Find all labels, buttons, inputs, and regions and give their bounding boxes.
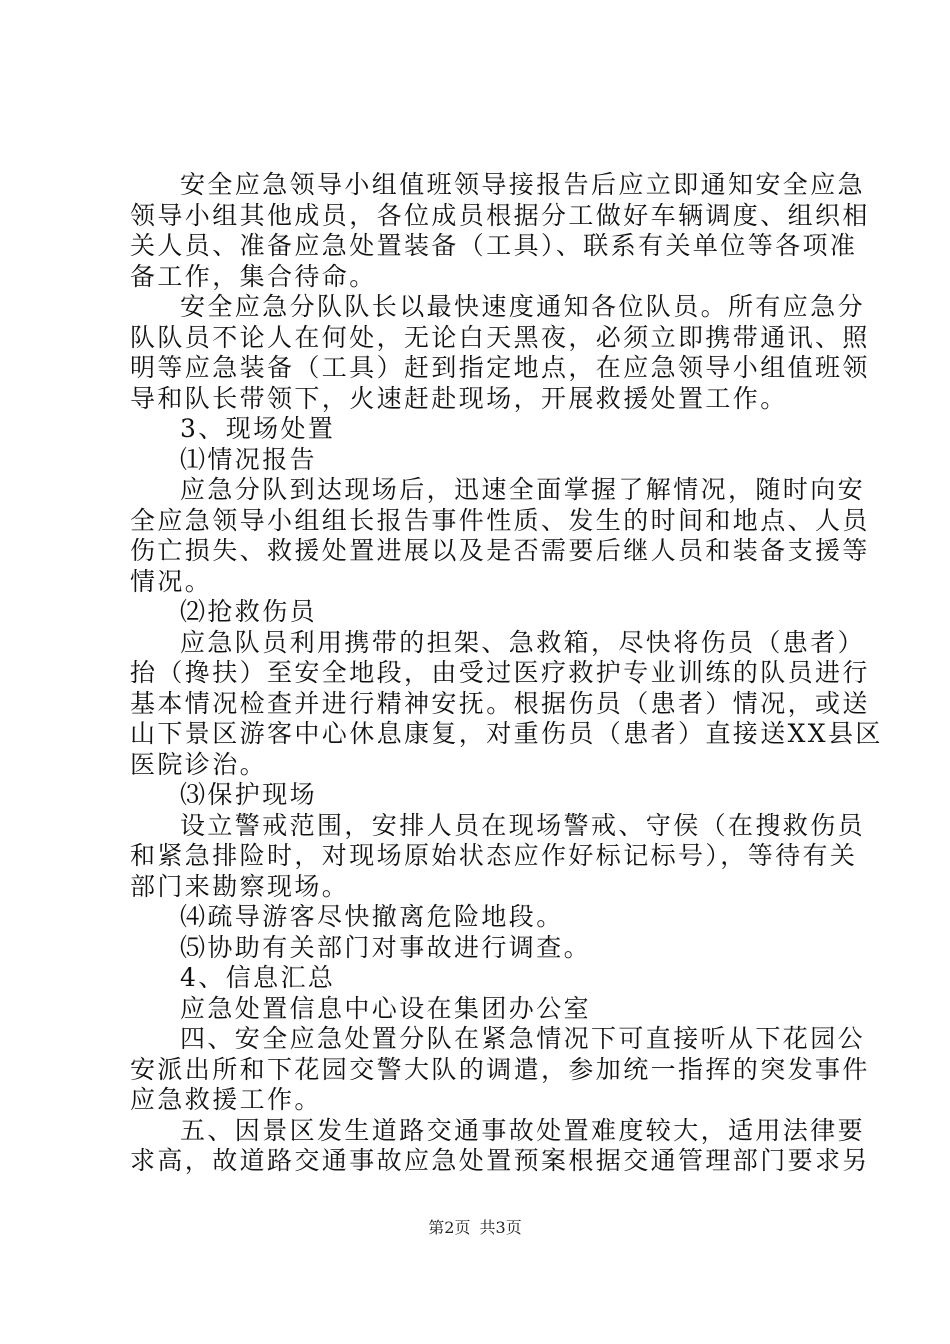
paragraph-line: 山下景区游客中心休息康复，对重伤员（患者）直接送XX县区 bbox=[130, 719, 883, 748]
subsection-heading: ⑴情况报告 bbox=[180, 444, 318, 474]
paragraph-line: 安全应急分队队长以最快速度通知各位队员。所有应急分 bbox=[180, 292, 866, 321]
subsection-heading: ⑶保护现场 bbox=[180, 780, 318, 809]
paragraph-line: 部门来勘察现场。 bbox=[130, 871, 350, 901]
paragraph-line: 求高，故道路交通事故应急处置预案根据交通管理部门要求另 bbox=[130, 1146, 870, 1175]
paragraph-line: 队队员不论人在何处，无论白天黑夜，必须立即携带通讯、照 bbox=[130, 322, 870, 352]
paragraph-line: 导和队长带领下，火速赶赴现场，开展救援处置工作。 bbox=[130, 383, 788, 413]
paragraph-line: 基本情况检查并进行精神安抚。根据伤员（患者）情况，或送 bbox=[130, 688, 870, 718]
paragraph-line: 应急分队到达现场后，迅速全面掌握了解情况，随时向安 bbox=[180, 475, 866, 504]
section-heading: 3、现场处置 bbox=[180, 414, 336, 443]
page-total: 共3页 bbox=[479, 1218, 522, 1237]
paragraph-line: 全应急领导小组组长报告事件性质、发生的时间和地点、人员 bbox=[130, 505, 870, 535]
paragraph-line: 关人员、准备应急处置装备（工具）、联系有关单位等各项准 bbox=[130, 231, 858, 260]
paragraph-line: 安派出所和下花园交警大队的调遣，参加统一指挥的突发事件 bbox=[130, 1054, 870, 1084]
paragraph-line: 应急救援工作。 bbox=[130, 1085, 322, 1114]
section-heading: 4、信息汇总 bbox=[180, 963, 336, 992]
page-number: 第2页 bbox=[428, 1218, 471, 1237]
paragraph-line: 情况。 bbox=[130, 566, 213, 596]
paragraph-line: 应急处置信息中心设在集团办公室 bbox=[180, 993, 592, 1023]
paragraph-line: 和紧急排险时，对现场原始状态应作好标记标号），等待有关 bbox=[130, 841, 858, 870]
subsection-heading: ⑸协助有关部门对事故进行调查。 bbox=[180, 932, 592, 962]
subsection-heading: ⑵抢救伤员 bbox=[180, 597, 318, 626]
paragraph-line: 领导小组其他成员，各位成员根据分工做好车辆调度、组织相 bbox=[130, 200, 870, 230]
paragraph-line: 医院诊治。 bbox=[130, 749, 268, 779]
paragraph-line: 安全应急领导小组值班领导接报告后应立即通知安全应急 bbox=[180, 170, 866, 199]
paragraph-line: 明等应急装备（工具）赶到指定地点，在应急领导小组值班领 bbox=[130, 353, 870, 382]
paragraph-line: 抬（搀扶）至安全地段，由受过医疗救护专业训练的队员进行 bbox=[130, 658, 870, 687]
paragraph-line: 四、安全应急处置分队在紧急情况下可直接听从下花园公 bbox=[180, 1024, 866, 1053]
paragraph-line: 五、因景区发生道路交通事故处置难度较大，适用法律要 bbox=[180, 1115, 866, 1145]
paragraph-line: 设立警戒范围，安排人员在现场警戒、守侯（在搜救伤员 bbox=[180, 810, 866, 840]
subsection-heading: ⑷疏导游客尽快撤离危险地段。 bbox=[180, 902, 564, 931]
page-footer bbox=[0, 1215, 950, 1238]
paragraph-line: 应急队员利用携带的担架、急救箱，尽快将伤员（患者） bbox=[180, 627, 866, 657]
paragraph-line: 伤亡损失、救援处置进展以及是否需要后继人员和装备支援等 bbox=[130, 536, 870, 565]
document-body bbox=[130, 170, 883, 1177]
paragraph-line: 备工作，集合待命。 bbox=[130, 261, 377, 291]
